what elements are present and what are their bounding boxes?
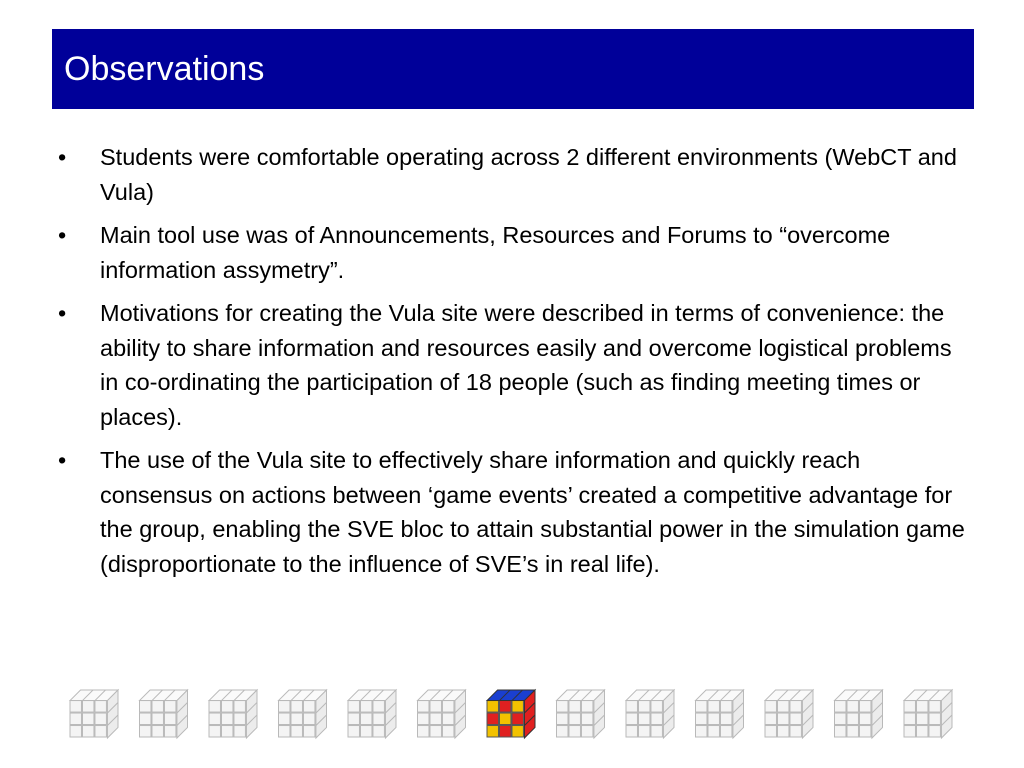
cube-icon <box>557 690 605 738</box>
bullet-item <box>58 218 968 287</box>
cube-icon <box>696 690 744 738</box>
title-bar <box>52 29 974 109</box>
cube-icon <box>209 690 257 738</box>
bullet-text: The use of the Vula site to effectively share information and quickly reach consensus on actions between ‘game events’ created a competitive advantage for the group, enabling the SVE bloc to attain substantial power in the simulation game (disproportionate to the influence of SVE’s in real life). <box>100 447 965 577</box>
bullet-icon: • <box>58 222 67 248</box>
cube-icon <box>348 690 396 738</box>
bullet-item <box>58 140 968 209</box>
footer-cube-row <box>62 686 962 742</box>
cube-icon <box>626 690 674 738</box>
cube-icon <box>418 690 466 738</box>
cube-icon <box>279 690 327 738</box>
bullet-icon: • <box>58 300 67 326</box>
cube-icon <box>765 690 813 738</box>
cube-icon <box>70 690 118 738</box>
bullet-item <box>58 443 968 581</box>
cube-icon <box>904 690 952 738</box>
bullet-list <box>58 140 968 590</box>
colored-cube-icon <box>487 690 535 738</box>
slide-title: Observations <box>64 50 265 88</box>
cube-icon <box>140 690 188 738</box>
bullet-text: Main tool use was of Announcements, Resources and Forums to “overcome information assymetry”. <box>100 222 891 283</box>
bullet-item <box>58 296 968 434</box>
bullet-text: Students were comfortable operating across 2 different environments (WebCT and Vula) <box>100 144 957 205</box>
bullet-text: Motivations for creating the Vula site were described in terms of convenience: the ability to share information and resources easily and overcome logistical problems in co-ordinating the participation of 18 people (such as finding meeting times or places). <box>100 300 952 430</box>
bullet-icon: • <box>58 447 67 473</box>
cube-icon <box>835 690 883 738</box>
bullet-icon: • <box>58 144 67 170</box>
